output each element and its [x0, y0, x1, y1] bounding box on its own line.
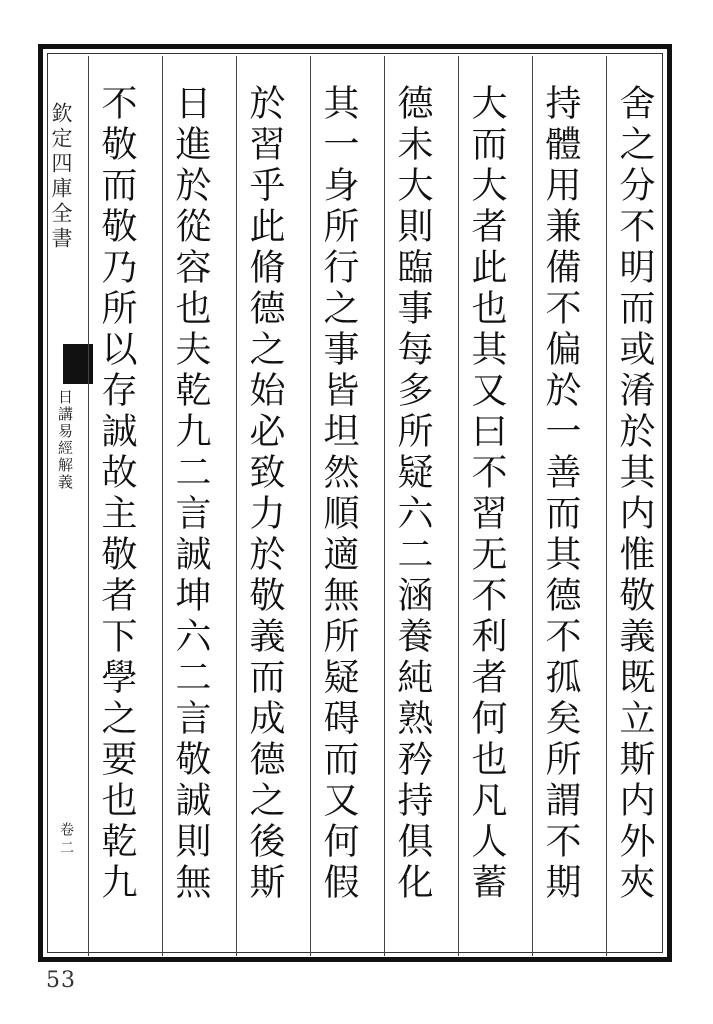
column-text: 舍之分不明而或淆於其内惟敬義既立斯内外夾 [614, 84, 655, 904]
column-text: 不敬而敬乃所以存誠故主敬者下學之要也乾九 [96, 84, 137, 904]
folio-number: 53 [46, 968, 76, 993]
column-text: 大而大者此也其又曰不習无不利者何也凡人蓄 [466, 84, 507, 904]
margin-book-title: 欽定四庫全書 [49, 102, 73, 252]
text-column-7 [153, 56, 227, 956]
margin-page-marker: 卷二 [58, 822, 74, 858]
text-column-8 [79, 56, 153, 956]
margin-section-title: 日講易經解義 [56, 389, 74, 491]
column-text: 德未大則臨事每多所疑六二涵養純熟矜持俱化 [392, 84, 433, 904]
text-column-2 [523, 56, 597, 956]
column-text: 日進於從容也夫乾九二言誠坤六二言敬誠則無 [170, 84, 211, 904]
text-column-4 [375, 56, 449, 956]
side-margin [30, 44, 76, 962]
column-text: 持體用兼備不偏於一善而其德不孤矣所謂不期 [540, 84, 581, 904]
text-column-3 [449, 56, 523, 956]
text-column-6 [227, 56, 301, 956]
text-column-5 [301, 56, 375, 956]
text-column-1 [597, 56, 671, 956]
column-text: 於習乎此脩德之始必致力於敬義而成德之後斯 [244, 84, 285, 904]
column-text: 其一身所行之事皆坦然順適無所疑碍而又何假 [318, 84, 359, 904]
